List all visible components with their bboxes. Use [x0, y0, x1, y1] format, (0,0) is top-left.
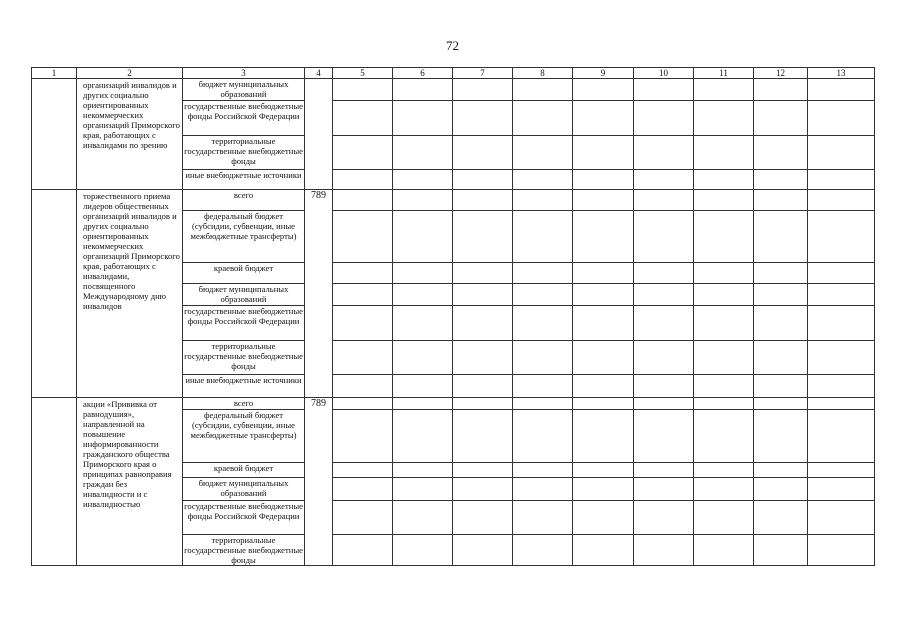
value-cell: [513, 263, 573, 284]
value-cell: [333, 136, 393, 170]
value-cell: [453, 79, 513, 101]
value-cell: [573, 190, 634, 211]
value-cell: [333, 101, 393, 136]
value-cell: [634, 375, 694, 398]
value-cell: [513, 101, 573, 136]
value-cell: [573, 79, 634, 101]
value-cell: [393, 375, 453, 398]
funding-source: краевой бюджет: [183, 263, 305, 284]
value-cell: [513, 211, 573, 263]
value-cell: [634, 306, 694, 341]
value-cell: [634, 501, 694, 535]
value-cell: [333, 211, 393, 263]
value-cell: [453, 535, 513, 566]
column-header: 10: [634, 68, 694, 79]
page-number: 72: [446, 38, 459, 53]
value-cell: [333, 501, 393, 535]
value-cell: [808, 211, 875, 263]
value-cell: [694, 211, 754, 263]
value-cell: [573, 398, 634, 410]
value-cell: [754, 136, 808, 170]
value-cell: [393, 284, 453, 306]
value-cell: [808, 79, 875, 101]
value-cell: [694, 410, 754, 463]
value-cell: [754, 410, 808, 463]
value-cell: [393, 463, 453, 478]
value-cell: [333, 341, 393, 375]
value-cell: [808, 341, 875, 375]
value-cell: [694, 398, 754, 410]
value-cell: [333, 190, 393, 211]
value-cell: [333, 375, 393, 398]
event-description: торжественного приема лидеров общественных организаций инвалидов и других социально ориентированных некоммерческих организаций Приморского края, работающих с инвалидами, посвященного Международному дню инвалидов: [77, 190, 183, 398]
column-header: 8: [513, 68, 573, 79]
value-cell: [694, 101, 754, 136]
value-cell: [513, 398, 573, 410]
value-cell: [754, 79, 808, 101]
value-cell: [333, 398, 393, 410]
funding-source: краевой бюджет: [183, 463, 305, 478]
funding-source: государственные внебюджетные фонды Российской Федерации: [183, 501, 305, 535]
table-row: [32, 398, 875, 410]
value-cell: [754, 535, 808, 566]
value-cell: [754, 341, 808, 375]
funding-source: всего: [183, 398, 305, 410]
value-cell: [694, 341, 754, 375]
value-cell: [573, 535, 634, 566]
value-cell: [573, 284, 634, 306]
value-cell: [513, 79, 573, 101]
number-cell: [32, 398, 77, 566]
value-cell: [808, 535, 875, 566]
column-header: 13: [808, 68, 875, 79]
value-cell: [333, 463, 393, 478]
value-cell: [634, 136, 694, 170]
value-cell: [754, 375, 808, 398]
value-cell: [393, 136, 453, 170]
value-cell: [808, 463, 875, 478]
budget-table: [31, 67, 875, 566]
value-cell: [513, 170, 573, 190]
code-cell: 789: [305, 398, 333, 566]
value-cell: [393, 478, 453, 501]
funding-source: бюджет муниципальных образований: [183, 284, 305, 306]
funding-source: территориальные государственные внебюджетные фонды: [183, 136, 305, 170]
value-cell: [333, 535, 393, 566]
code-cell: [305, 79, 333, 190]
value-cell: [634, 263, 694, 284]
value-cell: [694, 79, 754, 101]
value-cell: [754, 190, 808, 211]
value-cell: [333, 410, 393, 463]
value-cell: [694, 478, 754, 501]
value-cell: [453, 284, 513, 306]
value-cell: [634, 398, 694, 410]
funding-source: бюджет муниципальных образований: [183, 79, 305, 101]
value-cell: [573, 501, 634, 535]
column-header: 12: [754, 68, 808, 79]
value-cell: [754, 211, 808, 263]
value-cell: [513, 284, 573, 306]
column-header: 9: [573, 68, 634, 79]
value-cell: [393, 263, 453, 284]
value-cell: [573, 375, 634, 398]
value-cell: [634, 463, 694, 478]
value-cell: [393, 535, 453, 566]
value-cell: [453, 211, 513, 263]
value-cell: [808, 136, 875, 170]
value-cell: [393, 170, 453, 190]
event-description: организаций инвалидов и других социально ориентированных некоммерческих организаций Приморского края, работающих с инвалидами по зрению: [77, 79, 183, 190]
value-cell: [808, 478, 875, 501]
value-cell: [393, 101, 453, 136]
value-cell: [573, 306, 634, 341]
column-header: 11: [694, 68, 754, 79]
value-cell: [808, 190, 875, 211]
value-cell: [513, 190, 573, 211]
column-header: 1: [32, 68, 77, 79]
funding-source: территориальные государственные внебюджетные фонды: [184, 535, 303, 565]
value-cell: [634, 79, 694, 101]
value-cell: [694, 463, 754, 478]
value-cell: [634, 190, 694, 211]
value-cell: [513, 501, 573, 535]
column-header: 7: [453, 68, 513, 79]
funding-source: государственные внебюджетные фонды Российской Федерации: [183, 306, 305, 341]
value-cell: [453, 136, 513, 170]
funding-source: федеральный бюджет (субсидии, субвенции, иные межбюджетные трансферты): [183, 211, 305, 263]
column-header: 2: [77, 68, 183, 79]
value-cell: [634, 341, 694, 375]
table-row: [32, 190, 875, 211]
value-cell: [573, 263, 634, 284]
value-cell: [754, 263, 808, 284]
value-cell: [453, 341, 513, 375]
value-cell: [333, 170, 393, 190]
number-cell: [32, 190, 77, 398]
value-cell: [513, 535, 573, 566]
value-cell: [573, 463, 634, 478]
value-cell: [573, 410, 634, 463]
value-cell: [333, 79, 393, 101]
value-cell: [393, 306, 453, 341]
value-cell: [754, 284, 808, 306]
value-cell: [333, 478, 393, 501]
value-cell: [453, 463, 513, 478]
value-cell: [513, 375, 573, 398]
value-cell: [393, 410, 453, 463]
value-cell: [754, 478, 808, 501]
value-cell: [634, 535, 694, 566]
value-cell: [694, 170, 754, 190]
value-cell: [808, 375, 875, 398]
value-cell: [634, 101, 694, 136]
value-cell: [634, 410, 694, 463]
value-cell: [808, 170, 875, 190]
value-cell: [453, 190, 513, 211]
value-cell: [694, 306, 754, 341]
column-header: 4: [305, 68, 333, 79]
value-cell: [393, 79, 453, 101]
column-header: 5: [333, 68, 393, 79]
value-cell: [634, 170, 694, 190]
number-cell: [32, 79, 77, 190]
funding-source: федеральный бюджет (субсидии, субвенции, иные межбюджетные трансферты): [183, 410, 305, 463]
value-cell: [694, 263, 754, 284]
value-cell: [694, 501, 754, 535]
value-cell: [453, 501, 513, 535]
value-cell: [453, 101, 513, 136]
value-cell: [808, 501, 875, 535]
value-cell: [333, 306, 393, 341]
value-cell: [754, 398, 808, 410]
funding-source: бюджет муниципальных образований: [183, 478, 305, 501]
value-cell: [513, 463, 573, 478]
value-cell: [808, 306, 875, 341]
value-cell: [754, 101, 808, 136]
value-cell: [453, 410, 513, 463]
value-cell: [754, 463, 808, 478]
value-cell: [333, 263, 393, 284]
table-row: [32, 79, 875, 101]
value-cell: [393, 190, 453, 211]
value-cell: [808, 398, 875, 410]
funding-source: всего: [183, 190, 305, 211]
value-cell: [808, 284, 875, 306]
value-cell: [453, 478, 513, 501]
value-cell: [393, 501, 453, 535]
value-cell: [393, 341, 453, 375]
value-cell: [694, 284, 754, 306]
value-cell: [453, 375, 513, 398]
value-cell: [634, 211, 694, 263]
value-cell: [513, 341, 573, 375]
value-cell: [453, 306, 513, 341]
value-cell: [393, 211, 453, 263]
value-cell: [513, 136, 573, 170]
value-cell: [573, 136, 634, 170]
event-description: акции «Прививка от равнодушия», направленной на повышение информированности гражданского общества Приморского края о принципах равноправия граждан без инвалидности и с инвалидностью: [77, 398, 183, 566]
column-header: 6: [393, 68, 453, 79]
header-row: [32, 68, 875, 79]
value-cell: [573, 170, 634, 190]
value-cell: [754, 501, 808, 535]
value-cell: [808, 263, 875, 284]
value-cell: [694, 375, 754, 398]
value-cell: [573, 101, 634, 136]
value-cell: [453, 263, 513, 284]
value-cell: [393, 398, 453, 410]
value-cell: [808, 410, 875, 463]
value-cell: [694, 136, 754, 170]
value-cell: [573, 478, 634, 501]
funding-source: иные внебюджетные источники: [183, 170, 305, 190]
value-cell: [694, 535, 754, 566]
value-cell: [694, 190, 754, 211]
value-cell: [453, 170, 513, 190]
value-cell: [754, 170, 808, 190]
value-cell: [513, 478, 573, 501]
value-cell: [754, 306, 808, 341]
value-cell: [634, 478, 694, 501]
value-cell: [513, 410, 573, 463]
funding-source: территориальные государственные внебюджетные фонды: [183, 341, 305, 375]
value-cell: [573, 211, 634, 263]
funding-source: иные внебюджетные источники: [183, 375, 305, 398]
value-cell: [808, 101, 875, 136]
value-cell: [333, 284, 393, 306]
value-cell: [573, 341, 634, 375]
value-cell: [453, 398, 513, 410]
funding-source: государственные внебюджетные фонды Российской Федерации: [183, 101, 305, 136]
value-cell: [513, 306, 573, 341]
column-header: 3: [183, 68, 305, 79]
code-cell: 789: [305, 190, 333, 398]
value-cell: [634, 284, 694, 306]
